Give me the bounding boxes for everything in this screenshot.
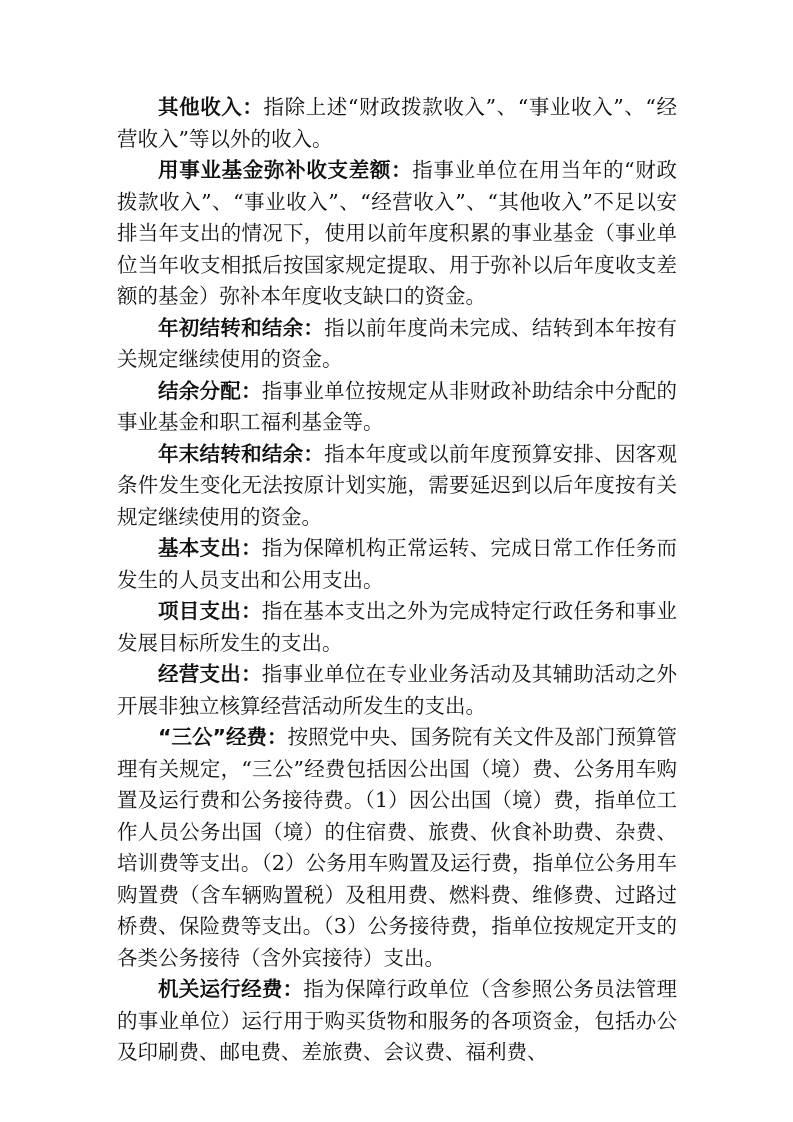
term-definition: 指事业单位在专业业务活动及其辅助活动之外开展非独立核算经营活动所发生的支出。 bbox=[117, 662, 678, 718]
document-page bbox=[117, 92, 677, 1069]
term-definition: 指事业单位在用当年的“财政拨款收入”、“事业收入”、“经营收入”、“其他收入”不足以安排当年支出的情况下，使用以前年度积累的事业基金（事业单位当年收支相抵后按国家规定提取、用于弥补以后年度收支差额的基金）弥补本年度收支缺口的资金。 bbox=[117, 158, 678, 308]
term-label: 用事业基金弥补收支差额： bbox=[158, 158, 413, 182]
term-definition: 指为保障机构正常运转、完成日常工作任务而发生的人员支出和公用支出。 bbox=[117, 536, 678, 592]
paragraph-agency-operating-funds bbox=[117, 974, 677, 1069]
term-definition: 指除上述“财政拨款收入”、“事业收入”、“经营收入”等以外的收入。 bbox=[117, 95, 677, 151]
paragraph-three-public-expenses bbox=[117, 722, 677, 974]
term-definition: 指在基本支出之外为完成特定行政任务和事业发展目标所发生的支出。 bbox=[117, 599, 678, 655]
term-definition: 指为保障行政单位（含参照公务员法管理的事业单位）运行用于购买货物和服务的各项资金，包括办公及印刷费、邮电费、差旅费、会议费、福利费、 bbox=[117, 977, 678, 1064]
term-label: 其他收入： bbox=[158, 95, 264, 119]
paragraph-basic-expenditure bbox=[117, 533, 677, 596]
term-label: 年初结转和结余： bbox=[158, 315, 325, 340]
term-label: “三公”经费： bbox=[158, 725, 288, 749]
paragraph-operating-expenditure bbox=[117, 659, 677, 722]
term-label: 结余分配： bbox=[158, 378, 262, 403]
paragraph-other-income bbox=[117, 92, 677, 155]
paragraph-business-fund-offset bbox=[117, 155, 677, 313]
term-label: 项目支出： bbox=[158, 599, 262, 623]
paragraph-project-expenditure bbox=[117, 596, 677, 659]
term-label: 机关运行经费： bbox=[158, 977, 304, 1001]
paragraph-surplus-distribution bbox=[117, 376, 677, 439]
term-label: 年末结转和结余： bbox=[158, 441, 325, 466]
paragraph-opening-carryover bbox=[117, 313, 677, 376]
term-label: 基本支出： bbox=[158, 536, 262, 560]
term-definition: 指以前年度尚未完成、结转到本年按有关规定继续使用的资金。 bbox=[117, 315, 678, 371]
term-definition: 指本年度或以前年度预算安排、因客观条件发生变化无法按原计划实施，需要延迟到以后年度按有关规定继续使用的资金。 bbox=[117, 441, 678, 529]
term-label: 经营支出： bbox=[158, 662, 262, 686]
term-definition: 按照党中央、国务院有关文件及部门预算管理有关规定，“三公”经费包括因公出国（境）费、公务用车购置及运行费和公务接待费。（1）因公出国（境）费，指单位工作人员公务出国（境）的住宿费、旅费、伙食补助费、杂费、培训费等支出。（2）公务用车购置及运行费，指单位公务用车购置费（含车辆购置税）及租用费、燃料费、维修费、过路过桥费、保险费等支出。（3）公务接待费，指单位按规定开支的各类公务接待（含外宾接待）支出。 bbox=[117, 725, 678, 970]
term-definition: 指事业单位按规定从非财政补助结余中分配的事业基金和职工福利基金等。 bbox=[117, 378, 678, 434]
paragraph-closing-carryover bbox=[117, 439, 677, 534]
